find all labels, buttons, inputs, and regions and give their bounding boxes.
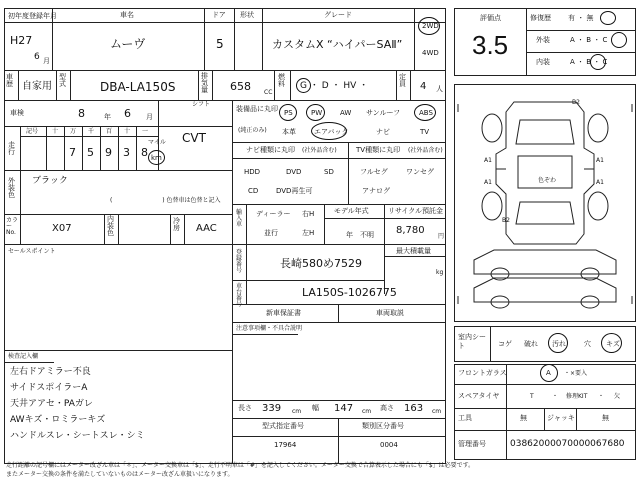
len-value: 339: [262, 403, 282, 414]
tv-sub: (社外品含む): [408, 147, 443, 154]
jack-label: ジャッキ: [547, 414, 575, 422]
mileage-place-2: 万: [70, 128, 77, 135]
note-line-2: 天井アアセ・PAガレ: [10, 399, 93, 409]
navi-dvd-play: DVD再生可: [276, 187, 313, 195]
tv-full: フルセグ: [360, 168, 388, 176]
footer-line-1: 走行距離の記号欄にはメーター改ざん車は「＊」、メーター交換車は「$」、走行不明車は「#」を記入してください。メーター交換で合算表示した場合にも「$」は必要です。: [6, 462, 475, 469]
repair-none-circle: [600, 11, 616, 25]
equip-airbag-circle: [311, 122, 347, 140]
ac-value: AAC: [196, 223, 217, 234]
wid-label: 幅: [312, 404, 319, 412]
ext-opts: A ・ B ・ C: [570, 36, 608, 44]
navi-cd: CD: [248, 187, 259, 195]
ext-label: 外装: [536, 36, 550, 44]
len-label: 長さ: [238, 404, 252, 412]
mileage-mile-label: マイル: [148, 139, 166, 146]
chassis-label: 車台番号: [236, 283, 243, 308]
hgt-unit: cm: [432, 408, 442, 415]
score-label: 評価点: [480, 14, 501, 22]
len-unit: cm: [292, 408, 302, 415]
mileage-digit-1: 5: [87, 146, 94, 159]
equip-ps: PS: [284, 109, 293, 117]
footer-line-2: またメーター交換の条件を満たしていないものはメーター改ざん車扱いになります。: [6, 471, 234, 478]
spare-dot1: ・: [552, 393, 559, 400]
equip-navi: ナビ: [376, 128, 390, 136]
equip-leather: 本革: [282, 128, 296, 136]
color-note: ( ) 色替車は色替と記入: [110, 197, 221, 204]
drive-2wd-circle: [418, 17, 440, 35]
spare-kit: 修理KIT: [566, 393, 588, 400]
navi-label: ナビ種類に丸印: [246, 146, 295, 154]
type-label: 型式: [59, 73, 66, 88]
new-warranty: 新車保証書: [266, 309, 301, 317]
model-year-value: 年 不明: [346, 231, 374, 239]
fuel-value: G ・ D ・ HV ・: [300, 81, 369, 91]
int-label: 内装: [536, 58, 550, 66]
cap-label: 定員: [399, 73, 406, 88]
glass-rest: ・×要入: [564, 370, 588, 377]
recycle-value: 8,780: [396, 225, 425, 236]
navi-sub: (社外品含む): [302, 147, 337, 154]
mileage-place-4: 百: [106, 128, 113, 135]
import-right: 右H: [302, 210, 315, 218]
jack-value: 無: [602, 414, 609, 422]
mark-roof: 色ぞわ: [538, 177, 557, 184]
ac-label: 冷房: [173, 217, 180, 232]
mileage-label: 走行: [8, 141, 15, 156]
mileage-place-0: 記号: [26, 128, 39, 135]
navi-hdd: HDD: [244, 168, 261, 176]
mileage-digit-2: 9: [105, 146, 112, 159]
model-year-label: モデル年式: [334, 207, 369, 215]
recycle-label: リサイクル預託金: [388, 207, 444, 215]
inspection-label: 車検: [10, 109, 24, 117]
cap-unit: 人: [436, 85, 443, 93]
interior-kizu-circle: [601, 333, 622, 353]
ext-c-circle: [611, 32, 627, 48]
spare-t: T: [530, 393, 534, 400]
type-value: DBA-LA150S: [100, 80, 176, 94]
car-diagram: [454, 84, 636, 322]
door-label: ドア: [212, 11, 226, 19]
mileage-km-circle: [148, 150, 165, 165]
mark-a1-left2: A1: [484, 179, 492, 186]
name-value: ムーヴ: [110, 37, 146, 51]
cap-value: 4: [420, 81, 427, 92]
equip-pw: PW: [311, 109, 323, 117]
sales-point-label: セールスポイント: [8, 248, 56, 255]
color-code-value: X07: [52, 223, 72, 234]
mark-a1-right2: A1: [596, 179, 604, 186]
color-value: ブラック: [32, 176, 68, 186]
int-color-label: 内装色: [107, 215, 114, 237]
equip-tv: TV: [420, 128, 430, 136]
glass-a-circle: [540, 364, 558, 382]
equip-aw: AW: [340, 109, 352, 117]
wid-unit: cm: [362, 408, 372, 415]
manual: 車両取説: [376, 309, 404, 317]
import-parallel: 並行: [264, 229, 278, 237]
notes-label: 検査記入欄: [8, 353, 39, 360]
inspection-year-unit: 年: [104, 113, 111, 121]
note-line-1: サイドスポイラーA: [10, 383, 88, 393]
color-label: 外装色: [8, 177, 15, 199]
shift-label: シフト: [192, 101, 211, 108]
reg-year: H27: [10, 34, 33, 47]
load-label: 最大積載量: [396, 247, 431, 255]
color-code-label: カラーNo.: [6, 217, 19, 236]
glass-label: フロントガラス: [458, 369, 507, 377]
drive-2wd: 2WD: [422, 22, 439, 30]
mark-a1-left1: A1: [484, 157, 492, 164]
note-line-0: 左右ドアミラー不良: [10, 367, 91, 377]
hgt-label: 高さ: [380, 404, 394, 412]
interior-yabure: 破れ: [524, 340, 538, 348]
type-no-label: 型式指定番号: [262, 422, 304, 430]
interior-koge: コゲ: [498, 340, 512, 348]
grade-label: グレード: [324, 11, 352, 19]
equip-ps-circle: [279, 104, 297, 121]
mgmt-label: 管理番号: [458, 440, 486, 448]
reg-month: 6: [34, 52, 40, 62]
note-line-3: AWキズ・ロミラーキズ: [10, 415, 106, 425]
inspection-month: 6: [124, 107, 131, 120]
equip-pw-circle: [306, 104, 325, 121]
spare-label: スペアタイヤ: [458, 392, 500, 400]
mileage-place-5: 十: [124, 128, 131, 135]
fuel-g-circle: [296, 78, 311, 93]
name-label: 車名: [120, 11, 134, 19]
mgmt-value: 03862000070000067680: [510, 439, 625, 449]
interior-yogore-circle: [548, 333, 568, 353]
spare-missing: 欠: [614, 393, 621, 400]
import-dealer: ディーラー: [256, 210, 291, 218]
disp-unit: CC: [264, 89, 273, 96]
mileage-digit-3: 3: [123, 146, 130, 159]
reg-label: 初年度登録年月: [8, 12, 57, 20]
equipment-sub: (純正のみ): [238, 127, 267, 134]
disp-label: 排気量: [201, 72, 208, 94]
spare-dot2: ・: [598, 393, 605, 400]
repair-label: 修復歴: [530, 14, 551, 22]
tv-label: TV種類に丸印: [356, 146, 401, 154]
int-b-circle: [590, 54, 606, 70]
inspection-month-unit: 月: [146, 113, 153, 121]
recycle-unit: 円: [438, 233, 445, 240]
usage-label: 車歴: [6, 73, 13, 88]
tools-label: 工具: [458, 414, 472, 422]
navi-sd: SD: [324, 168, 334, 176]
disp-value: 658: [230, 80, 251, 93]
mileage-digit-0: 7: [69, 146, 76, 159]
tools-value: 無: [520, 414, 527, 422]
tv-one: ワンセグ: [406, 168, 434, 176]
mark-a1-right1: A1: [596, 157, 604, 164]
interior-ana: 穴: [584, 340, 591, 348]
grade-value: カスタムX “ハイパーSAⅡ”: [272, 38, 403, 51]
type-no-value: 17964: [274, 441, 297, 449]
import-left: 左H: [302, 229, 315, 237]
navi-dvd: DVD: [286, 168, 302, 176]
repair-opts: 有 ・ 無: [568, 14, 594, 22]
fuel-label: 燃料: [278, 73, 285, 88]
equip-airbag: エアバック: [314, 128, 349, 136]
drive-4wd: 4WD: [422, 49, 439, 57]
class-no-label: 類別区分番号: [362, 422, 404, 430]
plate-label: 登録番号: [236, 249, 243, 274]
mileage-place-3: 千: [88, 128, 95, 135]
inspection-year: 8: [78, 107, 85, 120]
int-opts: A ・ B ・ C: [570, 58, 608, 66]
interior-label: 室内シート: [458, 333, 486, 351]
mark-b2-bottom: B2: [502, 217, 510, 224]
hgt-value: 163: [404, 403, 424, 414]
reg-month-unit: 月: [43, 57, 50, 65]
mileage-place-1: 十: [52, 128, 59, 135]
equip-abs-circle: [414, 104, 436, 121]
interior-yogore: 汚れ: [552, 340, 566, 348]
chassis-value: LA150S-1026775: [302, 286, 397, 299]
glass-a: A: [546, 369, 551, 377]
caution-label: 注意事項欄・不具合説明: [236, 325, 303, 332]
mileage-km-label: km: [151, 154, 162, 162]
plate-value: 長崎580め7529: [280, 257, 362, 270]
mileage-place-6: 一: [142, 128, 149, 135]
equip-abs: ABS: [419, 109, 433, 117]
mileage-digit-4: 8: [141, 146, 148, 159]
shift-value: CVT: [182, 131, 206, 145]
class-no-value: 0004: [380, 441, 398, 449]
door-value: 5: [216, 37, 224, 51]
equip-sunroof: サンルーフ: [366, 109, 401, 117]
note-line-4: ハンドルスレ・シートスレ・シミ: [10, 431, 145, 441]
wid-value: 147: [334, 403, 354, 414]
tv-analog: アナログ: [362, 187, 390, 195]
interior-kizu: キズ: [606, 340, 620, 348]
score-value: 3.5: [472, 30, 509, 60]
load-unit: kg: [436, 269, 444, 276]
equipment-label: 装備品に丸印: [236, 105, 278, 113]
import-label: 輸入車: [236, 209, 243, 228]
shape-label: 形状: [240, 11, 254, 19]
mark-b2-top: B2: [572, 99, 580, 106]
usage-value: 自家用: [22, 81, 52, 92]
